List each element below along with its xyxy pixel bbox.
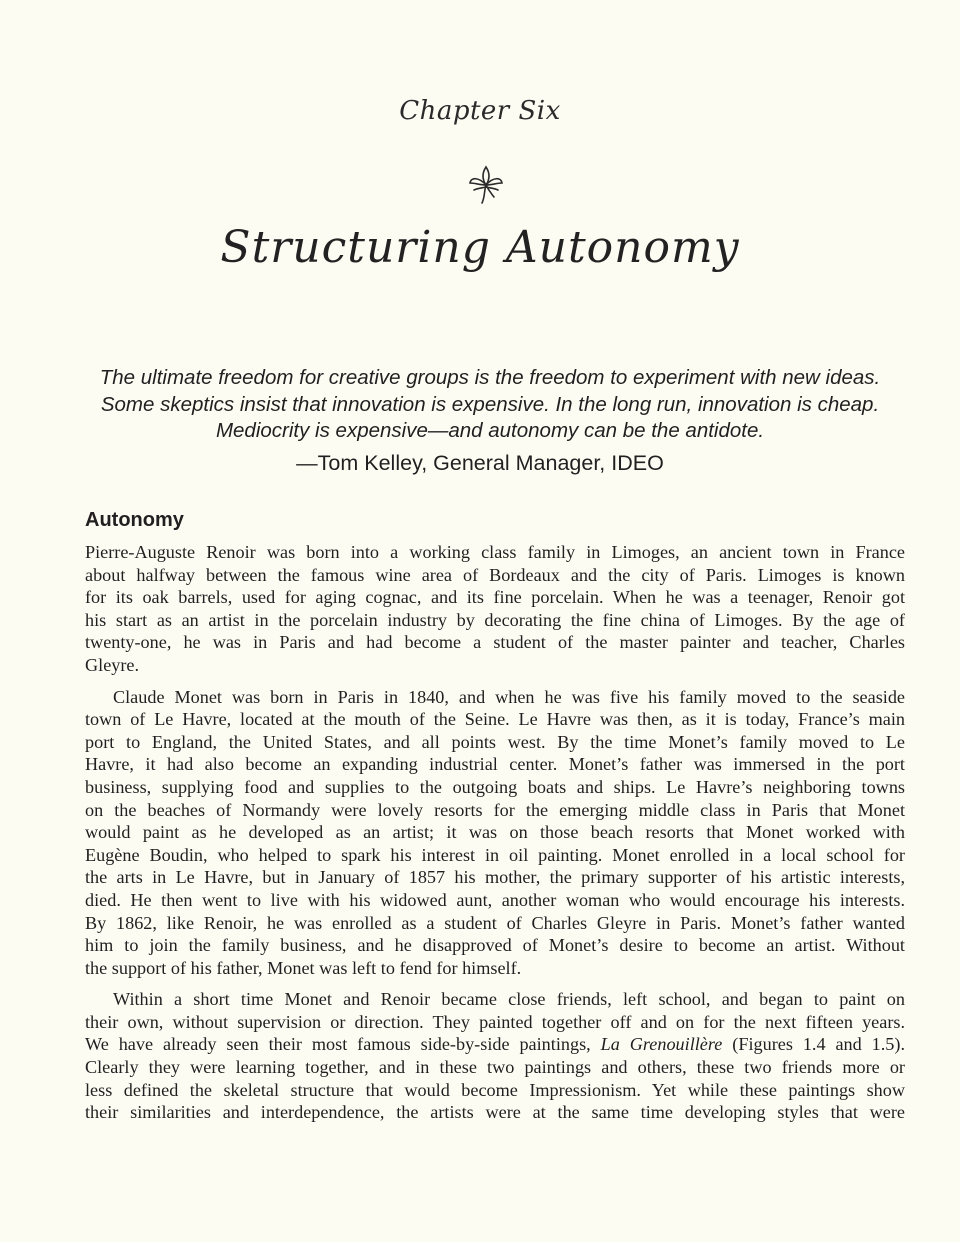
text-line: less defined the skeletal structure that would become Impressionism. Yet while these paintings show (85, 1079, 905, 1100)
paragraph (85, 988, 905, 1124)
text-line: Gleyre. (85, 654, 140, 675)
text-line: town of Le Havre, located at the mouth of the Seine. Le Havre was then, as it is today, France’s main (85, 709, 905, 730)
section-heading: Autonomy (85, 509, 184, 531)
text-line: Eugène Boudin, who helped to spark his interest in oil painting. Monet enrolled in a local school for (85, 844, 905, 865)
epigraph-line: The ultimate freedom for creative groups is the freedom to experiment with new ideas. (99, 366, 881, 389)
text-line (85, 1033, 905, 1056)
text-line: Clearly they were learning together, and in these two paintings and others, these two friends more or (85, 1057, 905, 1078)
epigraph-attribution: —Tom Kelley, General Manager, IDEO (296, 451, 664, 475)
text-line: for its oak barrels, used for aging cognac, and its fine porcelain. When he was a teenager, Renoir got (85, 587, 905, 608)
text-line: died. He then went to live with his widowed aunt, another woman who would encourage his interests. (85, 889, 905, 910)
text-line: his start as an artist in the porcelain industry by decorating the fine china of Limoges. By the age of (85, 609, 905, 630)
text-line: their similarities and interdependence, the artists were at the same time developing styles that were (85, 1102, 905, 1123)
chapter-label: Chapter Six (399, 96, 561, 126)
text-line: port to England, the United States, and all points west. By the time Monet’s family moved to Le (85, 731, 905, 752)
text-line: Pierre-Auguste Renoir was born into a working class family in Limoges, an ancient town in France (85, 542, 905, 562)
text-line: their own, without supervision or direction. They painted together off and on for the next fifteen years. (85, 1011, 905, 1032)
chapter-title: Structuring Autonomy (220, 222, 740, 273)
text-line: the arts in Le Havre, but in January of 1857 his mother, the primary supporter of his artistic interests, (85, 867, 905, 888)
text-run: (Figures 1.4 and 1.5). (722, 1034, 905, 1055)
text-line: on the beaches of Normandy were lovely resorts for the emerging middle class in Paris that Monet (85, 799, 905, 820)
text-line: By 1862, like Renoir, he was enrolled as a student of Charles Gleyre in Paris. Monet’s father wanted (85, 912, 905, 933)
fleur-ornament-icon (465, 163, 507, 207)
text-line: Havre, it had also become an expanding industrial center. Monet’s father was immersed in the port (85, 754, 905, 775)
text-line: him to join the family business, and he disapproved of Monet’s desire to become an artist. Without (85, 935, 905, 956)
body-text (85, 541, 905, 1133)
epigraph-line: Mediocrity is expensive—and autonomy can be the antidote. (215, 419, 765, 442)
paragraph (85, 541, 905, 677)
text-line: about halfway between the famous wine area of Bordeaux and the city of Paris. Limoges is known (85, 564, 905, 585)
epigraph-line: Some skeptics insist that innovation is expensive. In the long run, innovation is cheap. (100, 392, 880, 416)
text-line: Within a short time Monet and Renoir became close friends, left school, and began to paint on (113, 989, 905, 1010)
text-line: would paint as he developed as an artist; it was on those beach resorts that Monet worked with (85, 822, 905, 843)
text-run: We have already seen their most famous side-by-side paintings, (85, 1034, 601, 1055)
epigraph (80, 365, 900, 445)
text-line: Claude Monet was born in Paris in 1840, and when he was five his family moved to the seaside (113, 686, 905, 707)
paragraph (85, 686, 905, 980)
text-line: the support of his father, Monet was left to fend for himself. (85, 957, 522, 978)
text-line: twenty-one, he was in Paris and had become a student of the master painter and teacher, Charles (85, 632, 905, 653)
text-line: business, supplying food and supplies to the outgoing boats and ships. Le Havre’s neighboring towns (85, 776, 905, 797)
painting-title: La Grenouillère (600, 1034, 723, 1055)
